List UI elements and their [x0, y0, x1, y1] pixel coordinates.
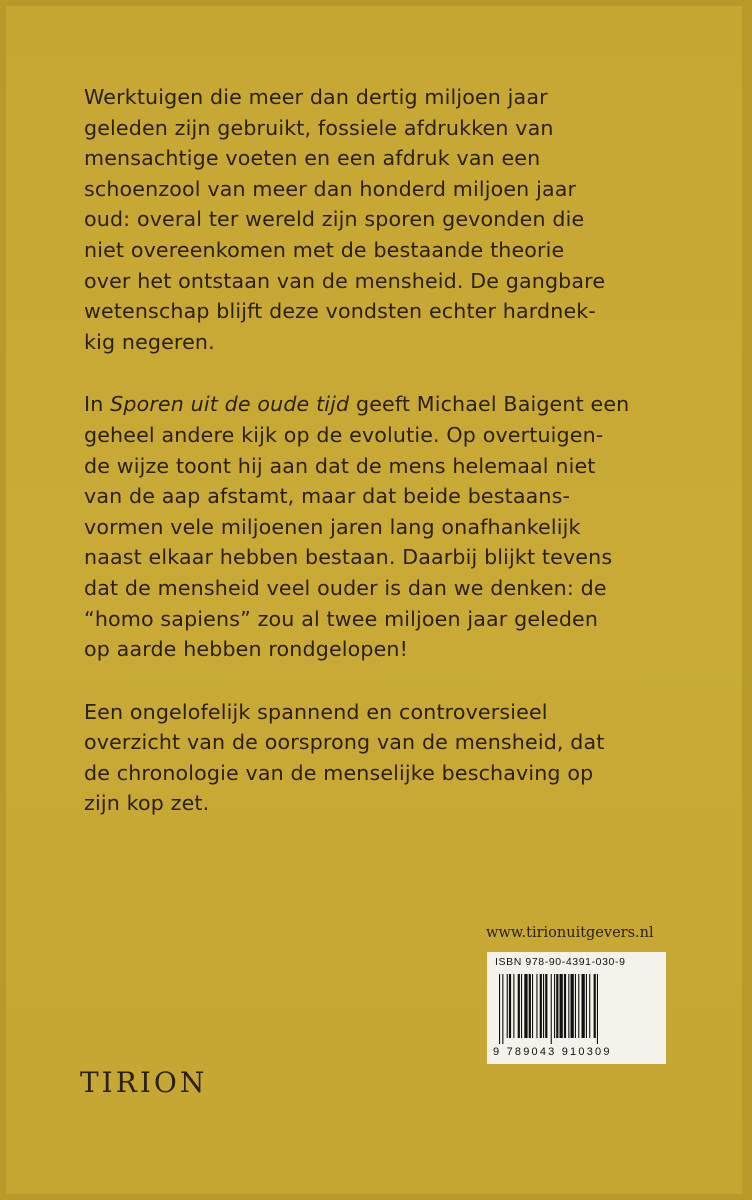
text-line: de wijze toont hij aan dat de mens helemaal niet [84, 453, 596, 478]
text-segment: geeft Michael Baigent een [349, 392, 630, 417]
text-line: overzicht van de oorsprong van de mensheid, dat [84, 730, 605, 755]
text-line: vormen vele miljoenen jaren lang onafhankelijk [84, 514, 581, 539]
text-line: kig negeren. [84, 329, 215, 354]
blurb-paragraph-2 [84, 389, 674, 664]
text-line: geleden zijn gebruikt, fossiele afdrukken van [84, 115, 554, 140]
text-line [84, 389, 674, 420]
text-segment: In [84, 392, 111, 417]
isbn-barcode-label [487, 952, 666, 1064]
text-line: over het ontstaan van de mensheid. De gangbare [84, 268, 606, 293]
barcode-icon [497, 974, 656, 1044]
text-line: geheel andere kijk op de evolutie. Op overtuigen- [84, 422, 604, 447]
blurb-text [84, 82, 674, 851]
text-line: mensachtige voeten en een afdruk van een [84, 146, 541, 171]
text-line: dat de mensheid veel ouder is dan we denken: de [84, 575, 607, 600]
text-line: naast elkaar hebben bestaan. Daarbij blijkt tevens [84, 545, 613, 570]
barcode-digits: 9 789043 910309 [493, 1046, 612, 1058]
blurb-paragraph-1 [84, 82, 674, 357]
text-line: oud: overal ter wereld zijn sporen gevonden die [84, 207, 585, 232]
text-line: de chronologie van de menselijke beschaving op [84, 760, 594, 785]
text-line: wetenschap blijft deze vondsten echter hardnek- [84, 299, 596, 324]
publisher-website: www.tirionuitgevers.nl [486, 925, 654, 941]
book-title: Sporen uit de oude tijd [110, 392, 350, 417]
text-line: van de aap afstamt, maar dat beide bestaans- [84, 484, 571, 509]
blurb-paragraph-3 [84, 697, 674, 819]
text-line: “homo sapiens” zou al twee miljoen jaar geleden [84, 606, 599, 631]
text-line: zijn kop zet. [84, 791, 210, 816]
isbn-number: ISBN 978-90-4391-030-9 [495, 956, 626, 968]
text-line: Een ongelofelijk spannend en controversieel [84, 699, 548, 724]
text-line: schoenzool van meer dan honderd miljoen jaar [84, 176, 577, 201]
text-line: op aarde hebben rondgelopen! [84, 637, 409, 662]
text-line: niet overeenkomen met de bestaande theorie [84, 237, 565, 262]
text-line: Werktuigen die meer dan dertig miljoen jaar [84, 85, 548, 109]
publisher-logo: TIRION [80, 1066, 208, 1099]
